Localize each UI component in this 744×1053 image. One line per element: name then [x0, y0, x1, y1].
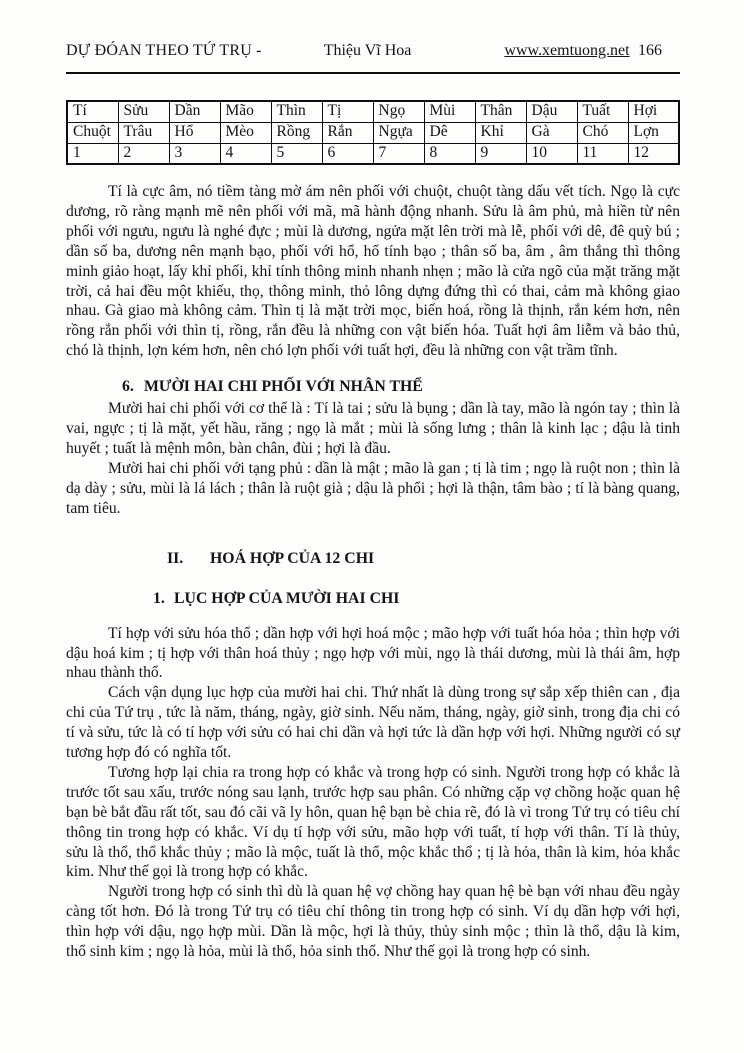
heading-number: II. [167, 549, 184, 567]
paragraph-hop-khac: Tương hợp lại chia ra trong hợp có khắc và trong hợp có sinh. Người trong hợp có khắc là trước tốt sau xấu, trước nóng sau lạnh, trước hợp sau phân. Có những cặp vợ chồng hoặc quan hệ bạn bè bắt đầu rất tốt, sau đó cãi vã ly hôn, quan hệ bạn bè chia rẽ, đó là vì trong Tứ trụ có tiêu chí thông tin trong hợp có khắc. Ví dụ tí hợp với sửu, mão hợp với tuất, tí hợp với thân. Tí là thủy, sửu là thổ, thổ khắc thủy ; mão là mộc, tuất là thổ, mộc khắc thổ ; tị là hỏa, thân là kim, hỏa khắc kim. Như thế gọi là trong hợp có khắc. [66, 763, 680, 881]
table-cell: 9 [475, 143, 526, 164]
table-cell: Sửu [118, 101, 169, 122]
page-number: 166 [638, 42, 662, 59]
section-heading-nhan-the [66, 377, 680, 397]
table-cell: Hổ [169, 122, 220, 143]
zodiac-table-body [67, 101, 679, 164]
table-cell: Chuột [67, 122, 118, 143]
section-heading-hoa-hop [66, 549, 680, 569]
table-cell: 11 [577, 143, 628, 164]
table-cell: 7 [373, 143, 424, 164]
heading-label: MƯỜI HAI CHI PHỐI VỚI NHÂN THỂ [144, 378, 423, 396]
paragraph-organs: Mười hai chi phối với tạng phủ : dần là mật ; mão là gan ; tị là tim ; ngọ là ruột non ; thìn là dạ dày ; sửu, mùi là lá lách ; thân là ruột già ; dậu là phổi ; hợi là thận, tâm bào ; tí là bàng quang, tam tiêu. [66, 459, 680, 517]
table-cell: Rắn [322, 122, 373, 143]
table-cell: Hợi [628, 101, 679, 122]
table-cell: Dậu [526, 101, 577, 122]
table-cell: 3 [169, 143, 220, 164]
table-cell: Tí [67, 101, 118, 122]
table-cell: Gà [526, 122, 577, 143]
table-cell: 1 [67, 143, 118, 164]
website-link[interactable]: www.xemtuong.net [504, 42, 630, 59]
table-row [67, 143, 679, 164]
heading-label: LỤC HỢP CỦA MƯỜI HAI CHI [174, 589, 400, 607]
table-cell: 12 [628, 143, 679, 164]
table-cell: Ngọ [373, 101, 424, 122]
book-title: DỰ ĐÓAN THEO TỨ TRỤ - [66, 42, 262, 59]
table-cell: 2 [118, 143, 169, 164]
table-cell: Khỉ [475, 122, 526, 143]
author-name: Thiệu Vĩ Hoa [323, 42, 412, 59]
heading-label: HOÁ HỢP CỦA 12 CHI [210, 549, 375, 567]
table-cell: 8 [424, 143, 475, 164]
heading-number: 6. [122, 378, 134, 396]
table-cell: Dần [169, 101, 220, 122]
paragraph-body-parts: Mười hai chi phối với cơ thể là : Tí là tai ; sửu là bụng ; dần là tay, mão là ngón tay ; thìn là vai, ngực ; tị là mặt, yết hầu, răng ; ngọ là mắt ; mùi là sống lưng ; thân là kinh lạc ; dậu là tinh huyết ; tuất là mệnh môn, bàn chân, đùi ; hợi là đầu. [66, 400, 680, 457]
paragraph-zodiac-traits: Tí là cực âm, nó tiềm tàng mờ ám nên phối với chuột, chuột tàng dấu vết tích. Ngọ là cực dương, rõ ràng mạnh mẽ nên phối với mã, mã hành động nhanh. Sửu là âm phủ, mà hiền từ nên phối với ngưu, ngưu là nghé đực ; mùi là dương, ngửa mặt lên trời mà lễ, phối với dê, đê quỳ bú ; dần số ba, dương nên mạnh bạo, phối với hổ, hổ tính bạo ; thân số ba, âm , âm thắng thì thông minh giảo hoạt, lấy khỉ phối, khỉ tính thông minh nhanh nhẹn ; mão là cửa ngõ của mặt trăng mặt trời, cả hai đều một khiếu, thọ, thông minh, thỏ lông dựng đứng thì có thai, cảm mà không giao nhau. Gà giao mà không cảm. Thìn tị là mặt trời mọc, biến hoá, rồng là thịnh, rắn kém hơn, nên rồng rắn phối với thìn tị, rồng, rắn đều là những con vật biến hóa. Tuất hợi âm liễm và bảo thủ, chó là thịnh, lợn kém hơn, nên chó lợn phối với tuất hợi, đều là những con vật trầm tĩnh. [66, 183, 680, 360]
heading-number: 1. [153, 589, 165, 607]
table-row [67, 101, 679, 122]
zodiac-table [66, 100, 680, 165]
table-cell: Mùi [424, 101, 475, 122]
paragraph-hop-sinh: Người trong hợp có sinh thì dù là quan hệ vợ chồng hay quan hệ bè bạn với nhau đều ngày càng tốt hơn. Đó là trong Tứ trụ có tiêu chí thông tin trong hợp có sinh. Ví dụ dần hợp với hợi, thìn hợp với dậu, ngọ hợp mùi. Dần là mộc, hợi là thủy, thủy sinh mộc ; thìn là thổ, dậu là kim, thổ sinh kim ; ngọ là hỏa, mùi là thổ, hỏa sinh thổ. Như thế gọi là trong hợp có sinh. [66, 883, 680, 961]
section-heading-luc-hop [66, 589, 680, 609]
table-cell: Chó [577, 122, 628, 143]
paragraph-van-dung: Cách vận dụng lục hợp của mười hai chi. Thứ nhất là dùng trong sự sắp xếp thiên can , địa chi của Tứ trụ , tức là năm, tháng, ngày, giờ sinh. Nếu năm, tháng, ngày, giờ sinh, trong địa chi có tí và sửu, tức là có tí hợp với sửu có hai chi dần và hợi tức là dần hợp với hợi. Những người có sự tương hợp đó có nghĩa tốt. [66, 684, 680, 762]
table-cell: 4 [220, 143, 271, 164]
paragraph-luc-hop: Tí hợp với sửu hóa thổ ; dần hợp với hợi hoá mộc ; mão hợp với tuất hóa hỏa ; thìn hợp với dậu hoá kim ; tị hợp với thân hoá thủy ; ngọ hợp với mùi, ngọ là thái dương, mùi là thái âm, hợp nhau thành thổ. [66, 624, 680, 682]
table-cell: 5 [271, 143, 322, 164]
table-cell: 6 [322, 143, 373, 164]
table-row [67, 122, 679, 143]
page-body [66, 182, 680, 962]
table-cell: Ngựa [373, 122, 424, 143]
header-divider [66, 72, 680, 74]
table-cell: 10 [526, 143, 577, 164]
table-cell: Lợn [628, 122, 679, 143]
table-cell: Mão [220, 101, 271, 122]
table-cell: Mèo [220, 122, 271, 143]
page-header [66, 42, 680, 60]
table-cell: Dê [424, 122, 475, 143]
table-cell: Rồng [271, 122, 322, 143]
table-cell: Thân [475, 101, 526, 122]
table-cell: Tị [322, 101, 373, 122]
table-cell: Trâu [118, 122, 169, 143]
table-cell: Tuất [577, 101, 628, 122]
table-cell: Thìn [271, 101, 322, 122]
